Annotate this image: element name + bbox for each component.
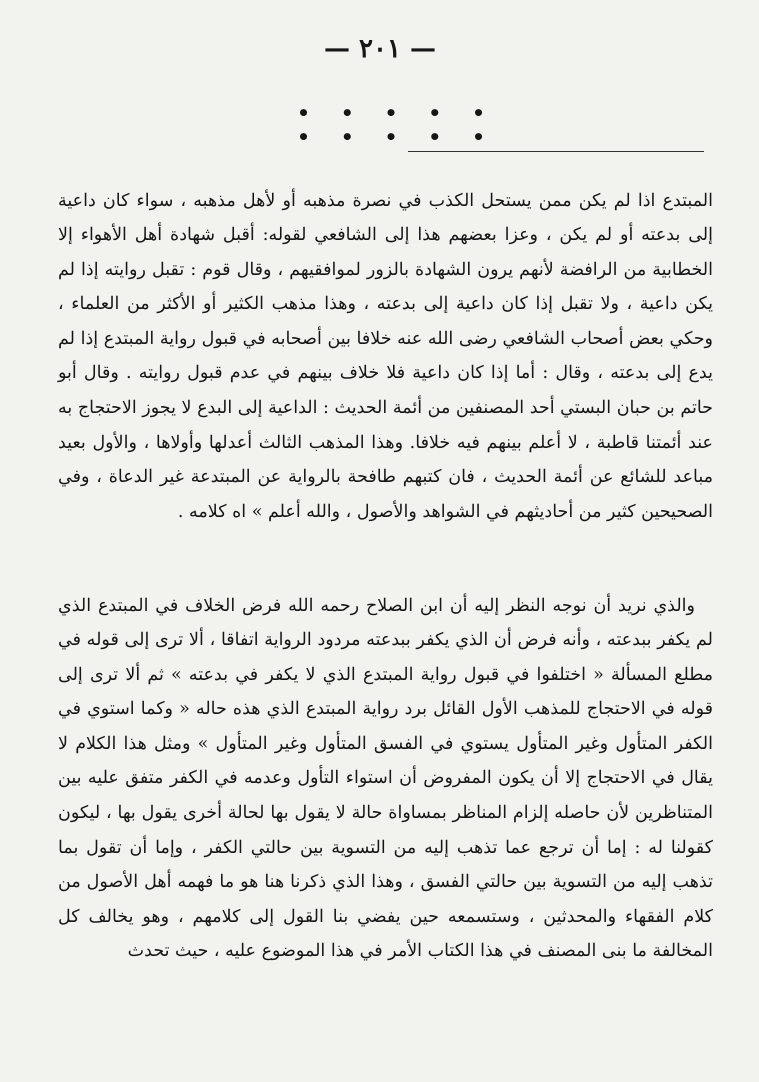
ornament-dots: • • • • • • • • • • — [297, 101, 497, 149]
page-number: — ٢٠١ — — [323, 34, 437, 64]
paragraph-1: المبتدع اذا لم يكن ممن يستحل الكذب في نصرة مذهبه أو لأهل مذهبه ، سواء كان داعية إلى بدعته أو لم يكن ، وعزا بعضهم هذا إلى الشافعي لقوله: أقبل شهادة أهل الأهواء إلا الخطابية من الرافضة لأنهم يرون الشهادة بالزور لموافقيهم ، وقال قوم : تقبل روايته إذا لم يكن داعية ، ولا تقبل إذا كان داعية إلى بدعته ، وهذا مذهب الكثير أو الأكثر من العلماء ، وحكي بعض أصحاب الشافعي رضى الله عنه خلافا بين أصحابه في قبول رواية المبتدع إذا لم يدع إلى بدعته ، وقال : أما إذا كان داعية فلا خلاف بينهم في عدم قبول روايته . وقال أبو حاتم بن حبان البستي أحد المصنفين من أئمة الحديث : الداعية إلى البدع لا يجوز الاحتجاج به عند أئمتنا قاطبة ، لا أعلم بينهم فيه خلافا. وهذا المذهب الثالث أعدلها وأولاها ، والأول بعيد مباعد للشائع عن أئمة الحديث ، فان كتبهم طافحة بالرواية عن المبتدعة غير الدعاة ، وفي الصحيحين كثير من أحاديثهم في الشواهد والأصول ، والله أعلم » اه كلامه . — [58, 190, 713, 522]
paragraph-2: والذي نريد أن نوجه النظر إليه أن ابن الصلاح رحمه الله فرض الخلاف في المبتدع الذي لم يكفر ببدعته ، وأنه فرض أن الذي يكفر ببدعته مردود الرواية اتفاقا ، ألا ترى إلى قوله في مطلع المسألة « اختلفوا في قبول رواية المبتدع الذي لا يكفر في بدعته » ثم ألا ترى إلى قوله في الاحتجاج للمذهب الأول القائل برد رواية المبتدع الذي هذه حاله « وكما استوي في الكفر المتأول وغير المتأول يستوي في الفسق المتأول وغير المتأول » ومثل هذا الكلام لا يقال في الاحتجاج إلا أن يكون المفروض أن استواء التأول وعدمه في الكفر متفق عليه بين المتناظرين لأن حاصله إلزام المناظر بمساواة حالة لا يقول بها لحالة أخرى يقول بها ، ليكون كقولنا له : إما أن ترجع عما تذهب إليه من التسوية بين حالتي الكفر ، وإما أن تقول بما تذهب إليه من التسوية بين حالتي الفسق ، وهذا الذي ذكرنا هنا هو ما فهمه أهل الأصول من كلام الفقهاء والمحدثين ، وستسمعه حين يفضي بنا القول إلى كلامهم ، وهو يخالف كل المخالفة ما بنى المصنف في هذا الكتاب الأمر في هذا الموضوع عليه ، حيث تحدث — [58, 595, 713, 962]
header-rule — [408, 151, 704, 152]
